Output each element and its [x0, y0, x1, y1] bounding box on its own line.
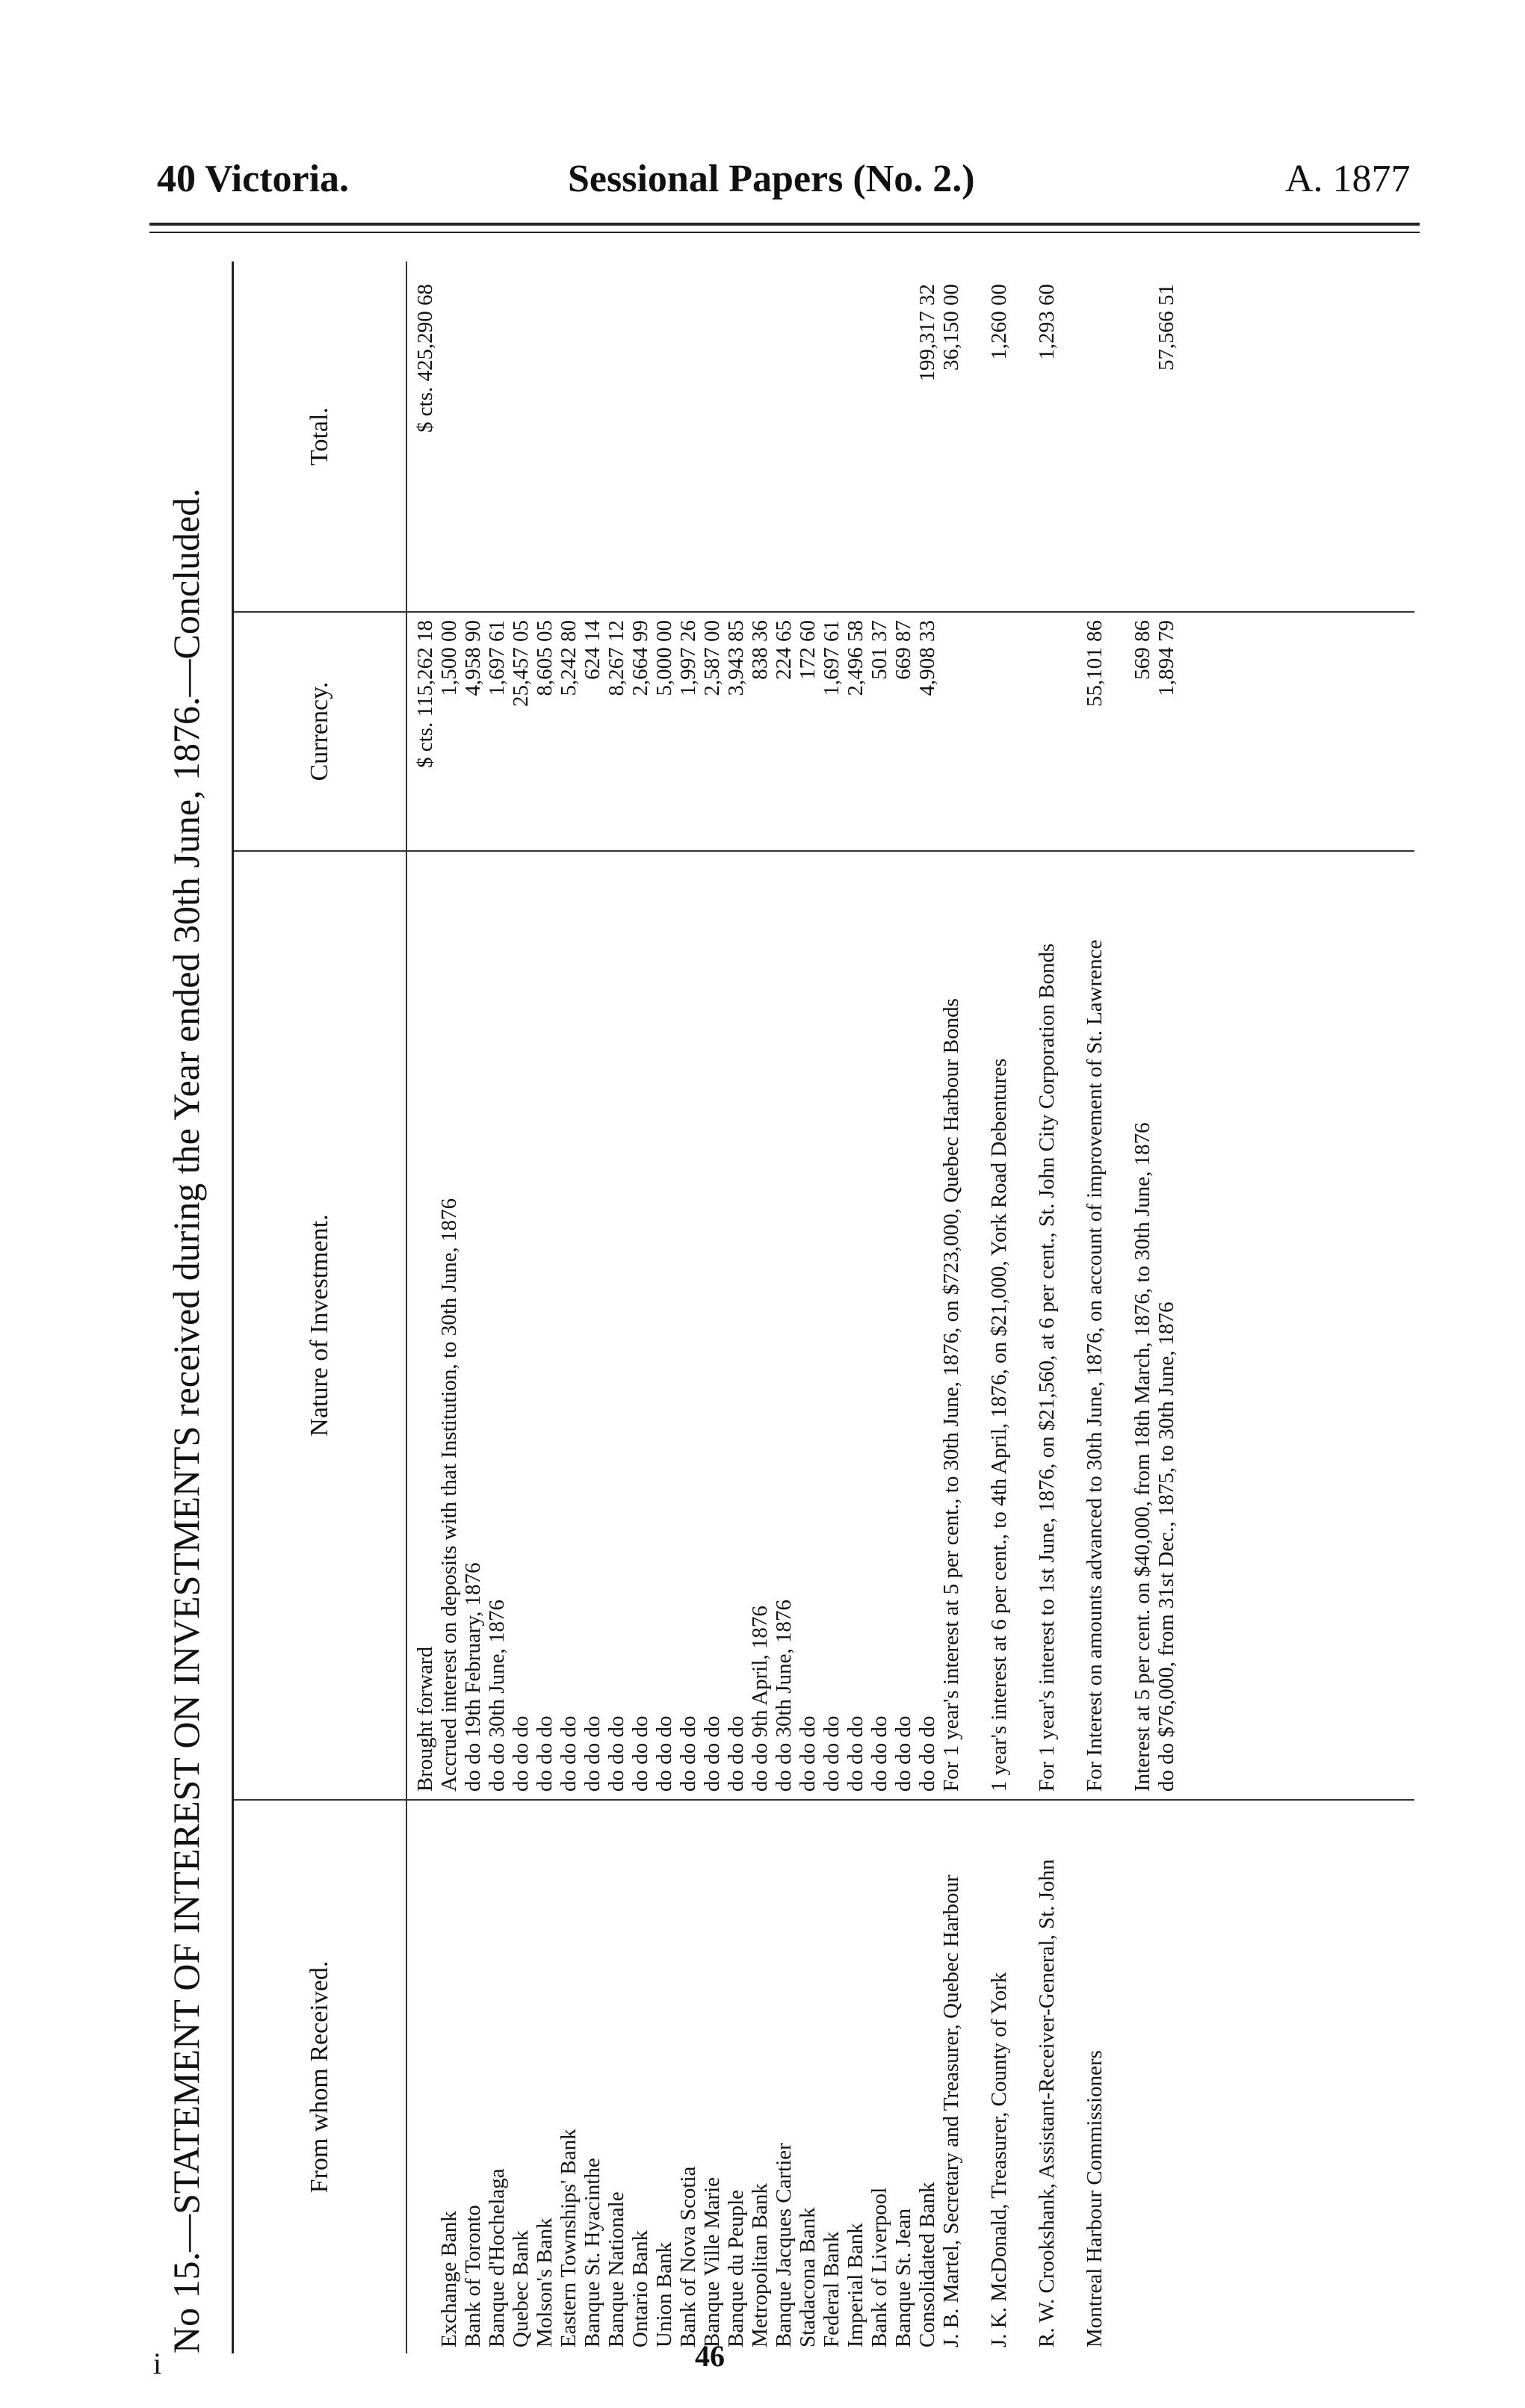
row-from: Federal Bank: [820, 2231, 844, 2347]
table-row: [1130, 261, 1154, 2353]
header-center: Sessional Papers (No. 2.): [568, 158, 975, 200]
page-number: 46: [695, 2339, 725, 2373]
row-currency: 4,958 90: [461, 620, 485, 696]
row-from: Bank of Liverpool: [867, 2187, 891, 2347]
col-header-currency: Currency.: [234, 613, 407, 850]
table-row: [1154, 261, 1178, 2353]
margin-marker: i: [153, 2347, 162, 2380]
table-row: [652, 261, 676, 2353]
row-total: 57,566 51: [1154, 284, 1178, 371]
row-currency: 3,943 85: [724, 620, 748, 696]
row-currency: 55,101 86: [1083, 620, 1107, 707]
row-nature: 1 year's interest at 6 per cent., to 4th April, 1876, on $21,000, York Road Debentures: [987, 1058, 1011, 1792]
row-nature: do do do: [581, 1715, 604, 1792]
row-nature: do do do: [820, 1715, 844, 1792]
row-currency: 569 86: [1130, 620, 1154, 680]
table-row: [461, 261, 485, 2353]
table-row: [724, 261, 748, 2353]
row-from: Molson's Bank: [533, 2217, 557, 2347]
row-currency: 669 87: [891, 620, 915, 680]
row-currency: 25,457 05: [509, 620, 533, 707]
row-nature: do do do: [724, 1715, 748, 1792]
row-from: R. W. Crookshank, Assistant-Receiver-General, St. John: [1035, 1859, 1059, 2347]
header-rule: [149, 223, 1420, 226]
row-currency: 1,697 61: [485, 620, 509, 696]
row-total: 36,150 00: [939, 284, 963, 371]
row-from: Banque Jacques Cartier: [772, 2143, 796, 2347]
row-currency: 8,605 05: [533, 620, 557, 696]
row-currency: 624 14: [581, 620, 604, 680]
table-row: [557, 261, 581, 2353]
row-nature: do do 30th June, 1876: [772, 1600, 796, 1792]
header-left: 40 Victoria.: [157, 158, 350, 200]
row-nature: do do do: [676, 1715, 700, 1792]
row-currency: 172 60: [796, 620, 820, 680]
page-header: [0, 0, 1525, 224]
table-row: [748, 261, 772, 2353]
col-header-nature: Nature of Investment.: [234, 852, 407, 1799]
table-row: [891, 261, 915, 2353]
row-from: Metropolitan Bank: [748, 2183, 772, 2347]
row-nature: do do do: [796, 1715, 820, 1792]
row-currency: 5,242 80: [557, 620, 581, 696]
table-row: [1083, 261, 1130, 2353]
header-rule-thin: [149, 232, 1420, 233]
row-currency: 224 65: [772, 620, 796, 680]
row-from: Eastern Townships' Bank: [557, 2129, 581, 2347]
row-currency: 2,496 58: [844, 620, 867, 696]
row-from: Quebec Bank: [509, 2229, 533, 2347]
row-currency: 8,267 12: [604, 620, 628, 696]
row-nature: do do do: [557, 1715, 581, 1792]
row-nature: do do 9th April, 1876: [748, 1606, 772, 1792]
row-nature: Interest at 5 per cent. on $40,000, from 18th March, 1876, to 30th June, 1876: [1130, 1122, 1154, 1792]
table-row: [1035, 261, 1083, 2353]
col-header-total: Total.: [234, 261, 407, 611]
row-currency: 1,697 61: [820, 620, 844, 696]
row-nature: Brought forward: [413, 1646, 437, 1792]
row-nature: do do 19th February, 1876: [461, 1562, 485, 1792]
table-row: [628, 261, 652, 2353]
row-from: Exchange Bank: [437, 2211, 461, 2347]
row-currency: 2,587 00: [700, 620, 724, 696]
table-row: [915, 261, 939, 2353]
table-row: [604, 261, 628, 2353]
row-nature: do do do: [700, 1715, 724, 1792]
row-currency: 2,664 99: [628, 620, 652, 696]
table-title: No 15.—STATEMENT OF INTEREST ON INVESTMENTS received during the Year ended 30th June, 1876.—Concluded.: [165, 488, 207, 2353]
row-from: Stadacona Bank: [796, 2207, 820, 2347]
table-row: [533, 261, 557, 2353]
row-nature: Accrued interest on deposits with that Institution, to 30th June, 1876: [437, 1198, 461, 1792]
row-from: Consolidated Bank: [915, 2182, 939, 2347]
row-from: Banque Nationale: [604, 2191, 628, 2347]
row-currency: 5,000 00: [652, 620, 676, 696]
table-row: [987, 261, 1035, 2353]
row-total: 199,317 32: [915, 284, 939, 382]
table-row: [509, 261, 533, 2353]
rotated-table: [164, 261, 1435, 2353]
row-from: Ontario Bank: [628, 2229, 652, 2347]
table-row: [676, 261, 700, 2353]
row-from: J. K. McDonald, Treasurer, County of York: [987, 1972, 1011, 2347]
table-frame: [232, 261, 1414, 2353]
row-nature: do do do: [628, 1715, 652, 1792]
row-currency: 1,997 26: [676, 620, 700, 696]
row-nature: do do do: [509, 1715, 533, 1792]
row-total: 1,293 60: [1035, 284, 1059, 360]
table-row: [485, 261, 509, 2353]
table-row: [437, 261, 461, 2353]
row-nature: For 1 year's interest to 1st June, 1876, on $21,560, at 6 per cent., St. John City Corporation Bonds: [1035, 943, 1059, 1792]
row-from: Montreal Harbour Commissioners: [1083, 2050, 1107, 2347]
table-row: [796, 261, 820, 2353]
row-nature: do do do: [844, 1715, 867, 1792]
row-nature: For Interest on amounts advanced to 30th June, 1876, on account of improvement of St. Lawrence: [1083, 939, 1107, 1792]
row-from: Banque du Peuple: [724, 2189, 748, 2347]
row-total: $ cts. 425,290 68: [413, 284, 437, 433]
table-row: [867, 261, 891, 2353]
row-from: Bank of Nova Scotia: [676, 2166, 700, 2347]
row-from: Imperial Bank: [844, 2223, 867, 2347]
row-currency: 1,894 79: [1154, 620, 1178, 696]
row-nature: do do do: [867, 1715, 891, 1792]
table-row: [772, 261, 796, 2353]
row-nature: do do do: [533, 1715, 557, 1792]
header-right: A. 1877: [1285, 158, 1411, 200]
row-from: Bank of Toronto: [461, 2205, 485, 2347]
row-nature: do do do: [891, 1715, 915, 1792]
table-body: [413, 261, 1178, 2353]
row-from: J. B. Martel, Secretary and Treasurer, Quebec Harbour: [939, 1875, 963, 2347]
table-row: [700, 261, 724, 2353]
row-currency: 4,908 33: [915, 620, 939, 696]
table-row: [820, 261, 844, 2353]
row-nature: do do $76,000, from 31st Dec., 1875, to 30th June, 1876: [1154, 1302, 1178, 1792]
row-total: 1,260 00: [987, 284, 1011, 360]
col-header-from: From whom Received.: [234, 1801, 407, 2353]
row-currency: 501 37: [867, 620, 891, 680]
row-from: Union Bank: [652, 2242, 676, 2347]
row-nature: do do do: [915, 1715, 939, 1792]
row-from: Banque St. Jean: [891, 2208, 915, 2347]
row-nature: do do do: [604, 1715, 628, 1792]
table-row: [413, 261, 437, 2353]
row-nature: do do do: [652, 1715, 676, 1792]
row-from: Banque d'Hochelaga: [485, 2168, 509, 2347]
table-row: [844, 261, 867, 2353]
row-nature: For 1 year's interest at 5 per cent., to 30th June, 1876, on $723,000, Quebec Harbour Bonds: [939, 998, 963, 1792]
row-currency: 1,500 00: [437, 620, 461, 696]
row-nature: do do 30th June, 1876: [485, 1600, 509, 1792]
table-row: [939, 261, 987, 2353]
row-currency: 838 36: [748, 620, 772, 680]
table-row: [581, 261, 604, 2353]
row-from: Banque St. Hyacinthe: [581, 2158, 604, 2347]
row-from: Banque Ville Marie: [700, 2176, 724, 2347]
row-currency: $ cts. 115,262 18: [413, 620, 437, 768]
